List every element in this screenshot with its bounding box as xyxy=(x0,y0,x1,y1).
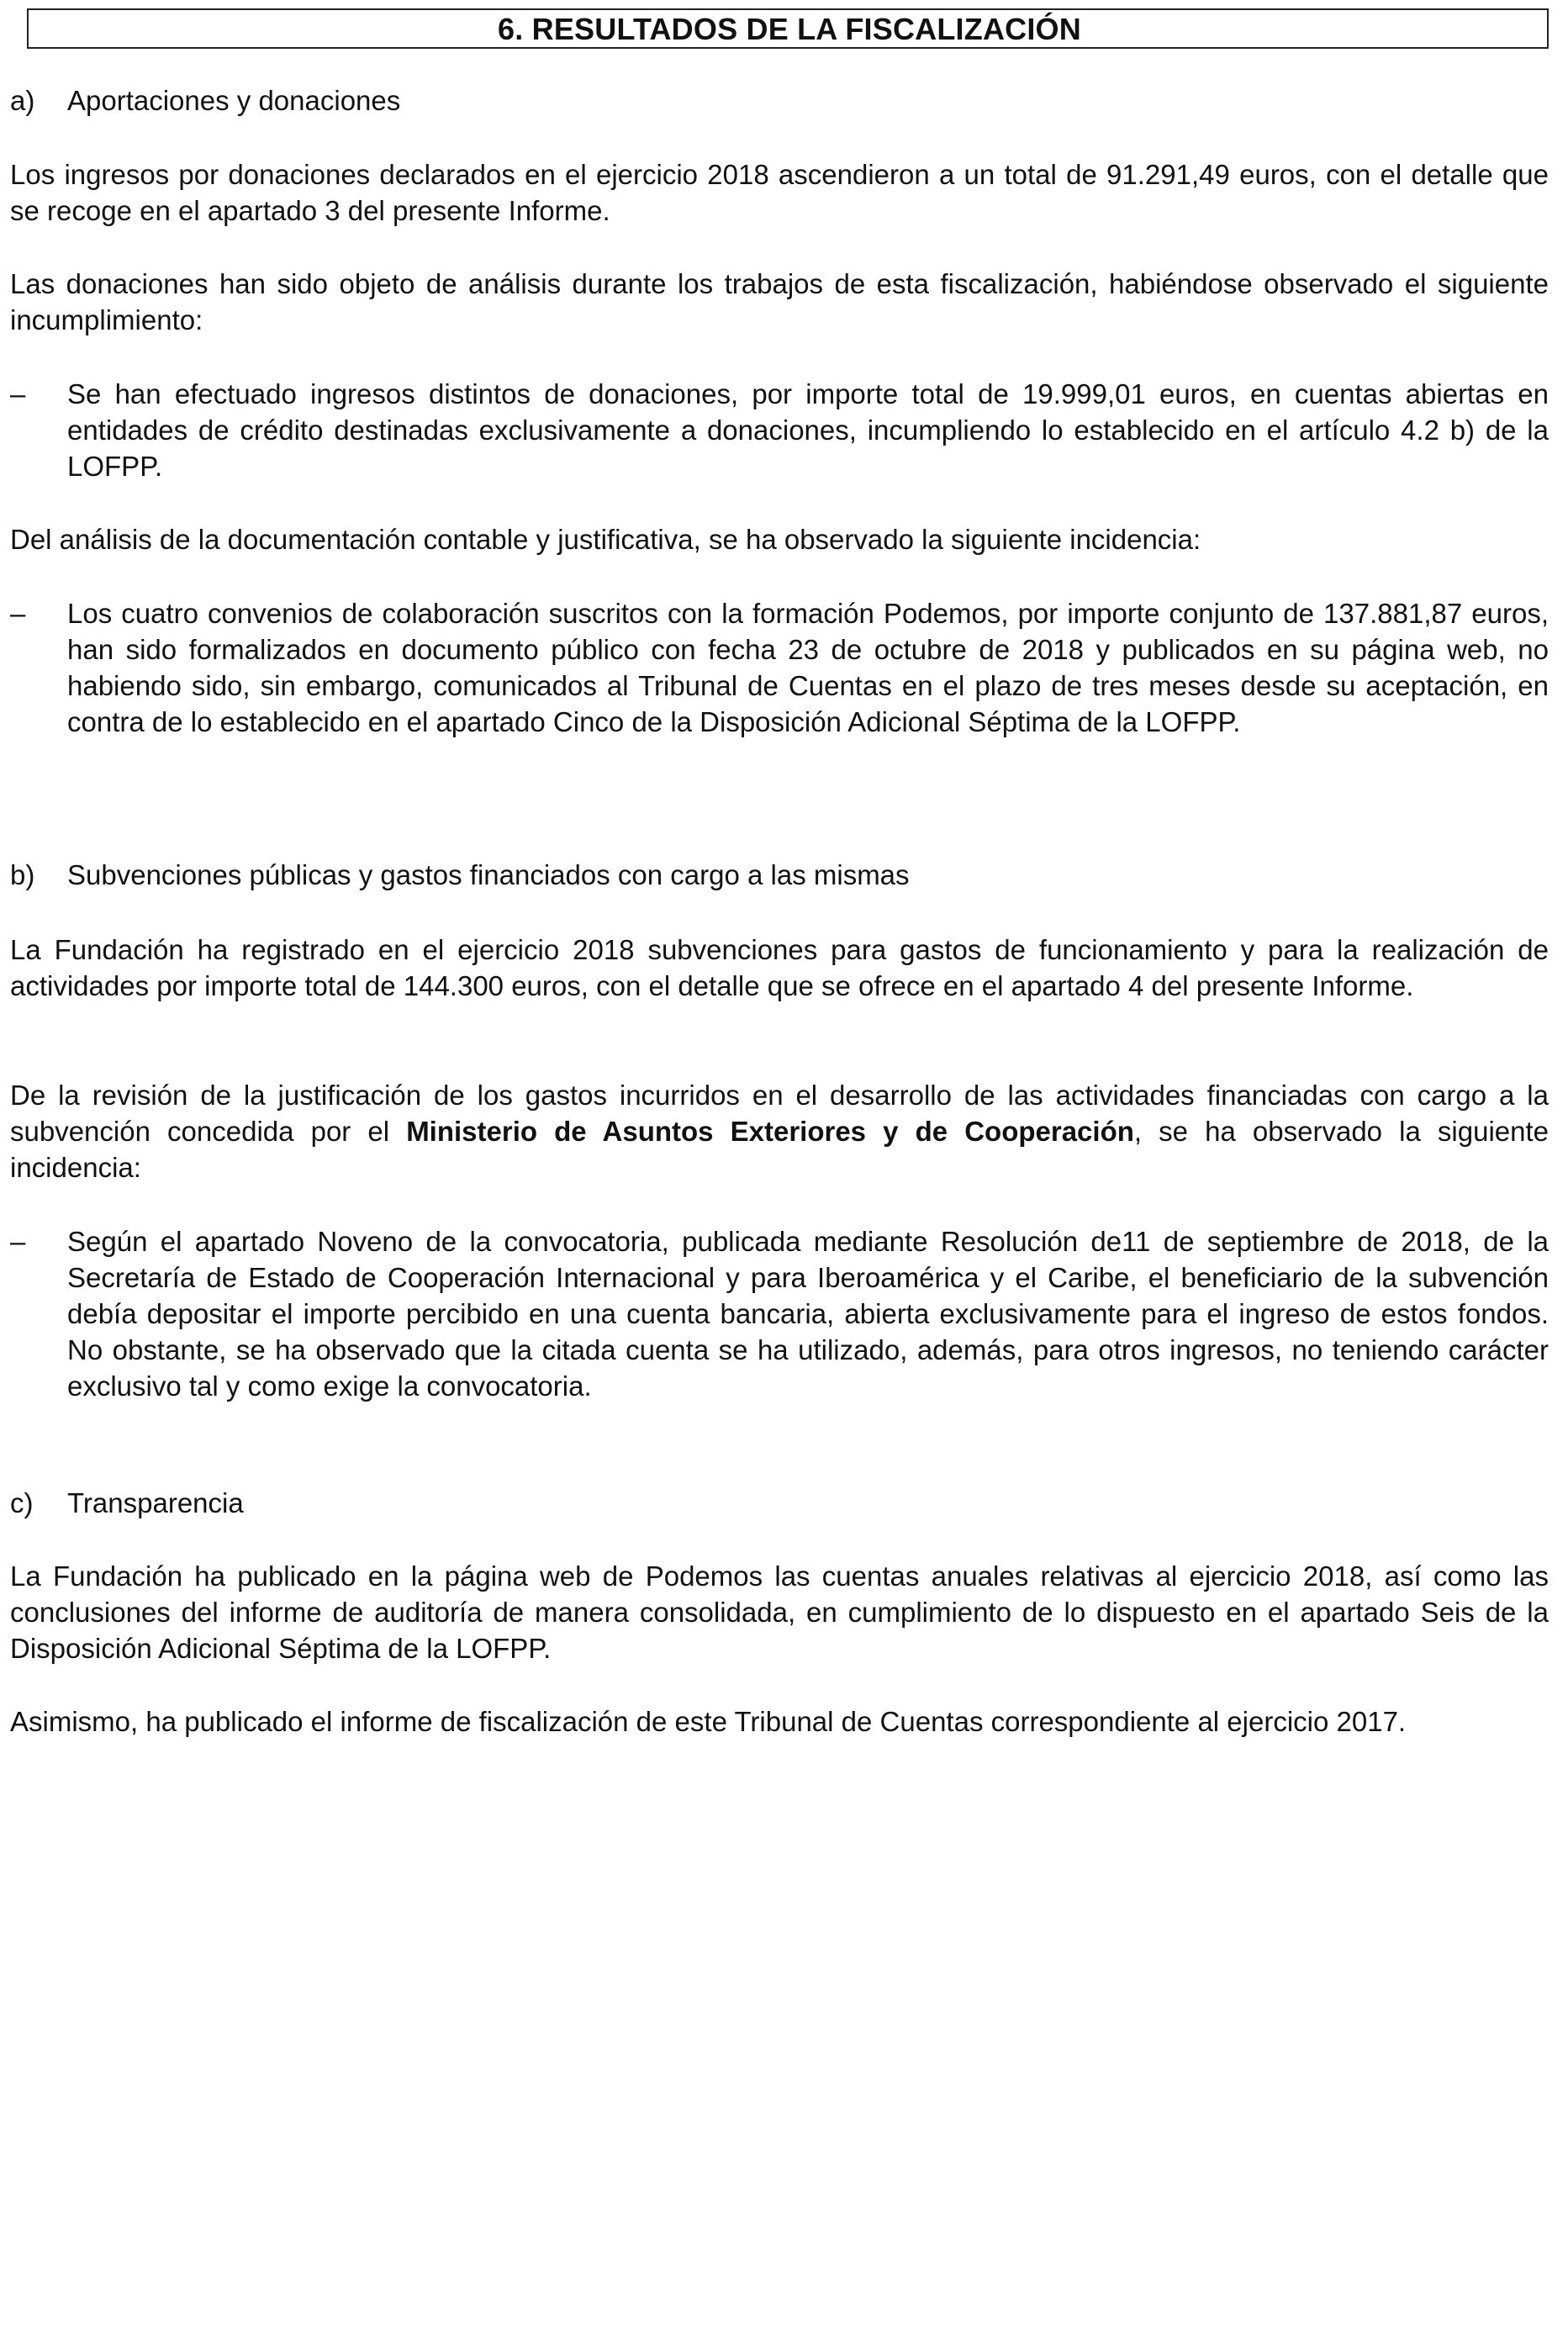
document-page xyxy=(10,8,1550,1737)
bullet-a1 xyxy=(10,376,1549,484)
heading-a-title: Aportaciones y donaciones xyxy=(67,85,401,116)
section-header-box xyxy=(27,8,1549,49)
section-title: 6. RESULTADOS DE LA FISCALIZACIÓN xyxy=(498,12,1081,46)
bullet-dash-icon: – xyxy=(10,378,26,409)
bullet-a1-text: Se han efectuado ingresos distintos de donaciones, por importe total de 19.999,01 euros, en cuentas abiertas en entidades de crédito destinadas exclusivamente a donaciones, incumpliendo lo establecido en el artículo 4.2 b) de la LOFPP. xyxy=(67,378,1549,482)
bullet-b1 xyxy=(10,1223,1549,1404)
heading-a xyxy=(10,82,400,119)
paragraph-a2: Las donaciones han sido objeto de análisis durante los trabajos de esta fiscalización, habiéndose observado el siguiente incumplimiento: xyxy=(10,268,1549,335)
paragraph-b2-pre: De la revisión de la justificación de los gastos incurridos en el desarrollo de las actividades financiadas con cargo a la subvención concedida por el xyxy=(10,1080,1549,1147)
heading-c-title: Transparencia xyxy=(67,1487,244,1518)
bullet-a2 xyxy=(10,595,1549,740)
paragraph-b2-post: , se ha observado la siguiente incidencia: xyxy=(10,1116,1550,1183)
paragraph-a1: Los ingresos por donaciones declarados en el ejercicio 2018 ascendieron a un total de 91.291,49 euros, con el detalle que se recoge en el apartado 3 del presente Informe. xyxy=(10,159,1549,226)
heading-c xyxy=(10,1485,244,1521)
paragraph-a3: Del análisis de la documentación contable y justificativa, se ha observado la siguiente incidencia: xyxy=(10,524,1201,555)
bullet-b1-text: Según el apartado Noveno de la convocatoria, publicada mediante Resolución de11 de septiembre de 2018, de la Secretaría de Estado de Cooperación Internacional y para Iberoamérica y el Caribe, el beneficiario de la subvención debía depositar el importe percibido en una cuenta bancaria, abierta exclusivamente para el ingreso de estos fondos. No obstante, se ha observado que la citada cuenta se ha utilizado, además, para otros ingresos, no teniendo carácter exclusivo tal y como exige la convocatoria. xyxy=(67,1226,1549,1402)
heading-b xyxy=(10,857,910,893)
bullet-dash-icon: – xyxy=(10,1226,26,1257)
paragraph-b2-bold: Ministerio de Asuntos Exteriores y de Cooperación xyxy=(406,1116,1134,1147)
paragraph-c2: Asimismo, ha publicado el informe de fiscalización de este Tribunal de Cuentas correspondiente al ejercicio 2017. xyxy=(10,1706,1407,1737)
paragraph-c1: La Fundación ha publicado en la página web de Podemos las cuentas anuales relativas al ejercicio 2018, así como las conclusiones del informe de auditoría de manera consolidada, en cumplimiento de lo dispuesto en el apartado Seis de la Disposición Adicional Séptima de la LOFPP. xyxy=(10,1560,1549,1664)
bullet-a2-text: Los cuatro convenios de colaboración suscritos con la formación Podemos, por importe conjunto de 137.881,87 euros, han sido formalizados en documento público con fecha 23 de octubre de 2018 y publicados en su página web, no habiendo sido, sin embargo, comunicados al Tribunal de Cuentas en el plazo de tres meses desde su aceptación, en contra de lo establecido en el apartado Cinco de la Disposición Adicional Séptima de la LOFPP. xyxy=(67,598,1549,737)
heading-b-marker: b) xyxy=(10,859,35,890)
heading-a-marker: a) xyxy=(10,85,35,116)
paragraph-b1: La Fundación ha registrado en el ejercicio 2018 subvenciones para gastos de funcionamiento y para la realización de actividades por importe total de 144.300 euros, con el detalle que se ofrece en el apartado 4 del presente Informe. xyxy=(10,934,1549,1001)
heading-b-title: Subvenciones públicas y gastos financiados con cargo a las mismas xyxy=(67,859,910,890)
bullet-dash-icon: – xyxy=(10,598,26,629)
paragraph-b2 xyxy=(10,1077,1549,1185)
heading-c-marker: c) xyxy=(10,1487,34,1518)
